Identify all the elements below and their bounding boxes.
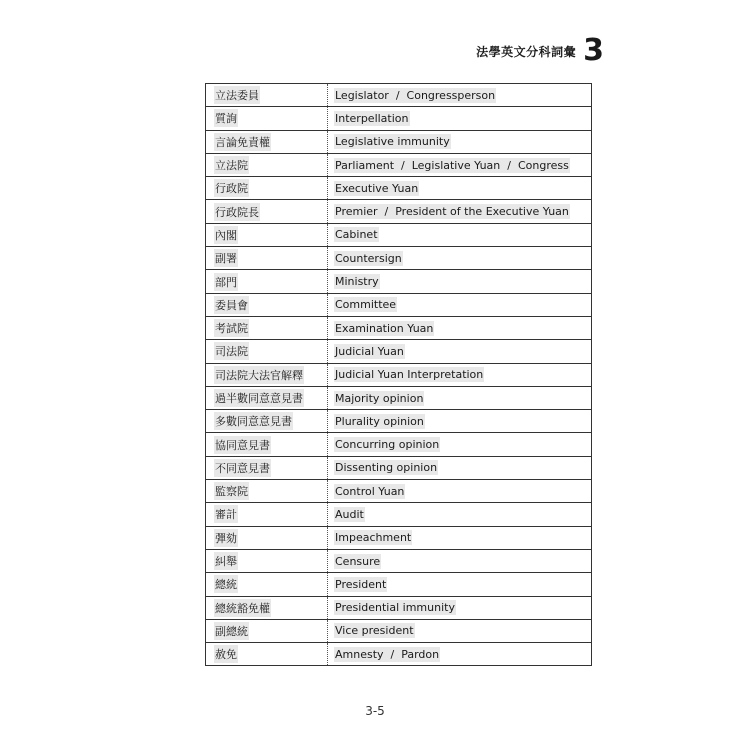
english-term-text: Legislator / Congressperson [335,88,496,102]
table-row [206,177,591,200]
english-term [328,177,591,199]
chinese-term-text: 過半數同意意見書 [214,389,304,407]
chinese-term [206,317,328,339]
english-term [328,200,591,222]
english-term [328,154,591,176]
english-term-text: Ministry [335,275,379,289]
english-term [328,643,591,665]
vocabulary-table [205,83,592,666]
english-term [328,247,591,269]
table-row [206,270,591,293]
english-term [328,387,591,409]
english-term-text: Majority opinion [335,391,424,405]
table-row [206,527,591,550]
english-term [328,597,591,619]
chinese-term-text: 部門 [214,273,238,291]
chinese-term-text: 赦免 [214,645,238,663]
chinese-term [206,410,328,432]
english-term [328,457,591,479]
table-row [206,294,591,317]
english-term [328,270,591,292]
english-term [328,131,591,153]
chinese-term [206,107,328,129]
table-row [206,480,591,503]
table-row [206,457,591,480]
chinese-term-text: 行政院 [214,179,249,197]
table-row [206,410,591,433]
chinese-term-text: 司法院大法官解釋 [214,366,304,384]
english-term-text: Judicial Yuan Interpretation [335,368,484,382]
english-term [328,107,591,129]
english-term-text: Vice president [335,624,414,638]
chinese-term-text: 司法院 [214,342,249,360]
chapter-title: 法學英文分科詞彙 [476,44,577,59]
chinese-term [206,503,328,525]
page-number: 3-5 [365,704,385,718]
english-term-text: President [335,577,387,591]
table-row [206,224,591,247]
chinese-term-text: 質詢 [214,109,238,127]
chinese-term-text: 考試院 [214,319,249,337]
chinese-term-text: 副總統 [214,622,249,640]
english-term-text: Examination Yuan [335,321,434,335]
chinese-term-text: 委員會 [214,296,249,314]
chinese-term-text: 言論免責權 [214,133,271,151]
chinese-term-text: 總統豁免權 [214,599,271,617]
chinese-term-text: 彈劾 [214,529,238,547]
table-row [206,643,591,666]
chinese-term [206,480,328,502]
english-term-text: Cabinet [335,228,378,242]
table-row [206,364,591,387]
table-row [206,387,591,410]
english-term-text: Plurality opinion [335,414,424,428]
chinese-term [206,550,328,572]
english-term-text: Presidential immunity [335,601,455,615]
chinese-term [206,527,328,549]
english-term [328,503,591,525]
chinese-term-text: 糾舉 [214,552,238,570]
english-term [328,340,591,362]
chinese-term [206,340,328,362]
chinese-term-text: 立法委員 [214,86,260,104]
chinese-term-text: 多數同意意見書 [214,412,293,430]
chinese-term-text: 監察院 [214,482,249,500]
table-row [206,503,591,526]
table-row [206,84,591,107]
chinese-term [206,177,328,199]
chinese-term-text: 內閣 [214,226,238,244]
chinese-term [206,84,328,106]
chinese-term [206,247,328,269]
table-row [206,154,591,177]
english-term [328,527,591,549]
english-term-text: Censure [335,554,381,568]
english-term [328,294,591,316]
english-term-text: Control Yuan [335,484,405,498]
table-row [206,620,591,643]
english-term [328,480,591,502]
table-row [206,247,591,270]
chinese-term-text: 行政院長 [214,203,260,221]
english-term-text: Premier / President of the Executive Yuan [335,205,569,219]
chinese-term-text: 協同意見書 [214,436,271,454]
table-row [206,131,591,154]
chinese-term-text: 副署 [214,249,238,267]
english-term [328,573,591,595]
english-term [328,550,591,572]
english-term [328,410,591,432]
english-term [328,620,591,642]
chinese-term [206,200,328,222]
english-term-text: Legislative immunity [335,135,450,149]
chinese-term [206,154,328,176]
table-row [206,317,591,340]
english-term-text: Amnesty / Pardon [335,647,440,661]
chinese-term [206,433,328,455]
english-term-text: Countersign [335,251,402,265]
english-term [328,433,591,455]
chinese-term-text: 審計 [214,505,238,523]
english-term-text: Impeachment [335,531,412,545]
english-term-text: Interpellation [335,111,409,125]
chinese-term [206,620,328,642]
table-row [206,597,591,620]
chinese-term [206,597,328,619]
table-row [206,200,591,223]
chinese-term [206,270,328,292]
chapter-number: 3 [583,33,604,68]
table-row [206,107,591,130]
chinese-term [206,364,328,386]
english-term-text: Committee [335,298,397,312]
english-term-text: Judicial Yuan [335,344,404,358]
english-term-text: Dissenting opinion [335,461,438,475]
chinese-term [206,643,328,665]
chinese-term-text: 不同意見書 [214,459,271,477]
chinese-term-text: 立法院 [214,156,249,174]
page-header [476,34,604,68]
chinese-term [206,224,328,246]
english-term-text: Parliament / Legislative Yuan / Congress [335,158,569,172]
english-term [328,84,591,106]
table-row [206,340,591,363]
english-term-text: Audit [335,507,364,521]
chinese-term [206,387,328,409]
english-term-text: Executive Yuan [335,181,419,195]
chinese-term [206,294,328,316]
table-row [206,573,591,596]
chinese-term-text: 總統 [214,575,238,593]
english-term [328,317,591,339]
chinese-term [206,131,328,153]
english-term-text: Concurring opinion [335,438,440,452]
chinese-term [206,457,328,479]
table-row [206,433,591,456]
table-row [206,550,591,573]
chinese-term [206,573,328,595]
english-term [328,224,591,246]
english-term [328,364,591,386]
